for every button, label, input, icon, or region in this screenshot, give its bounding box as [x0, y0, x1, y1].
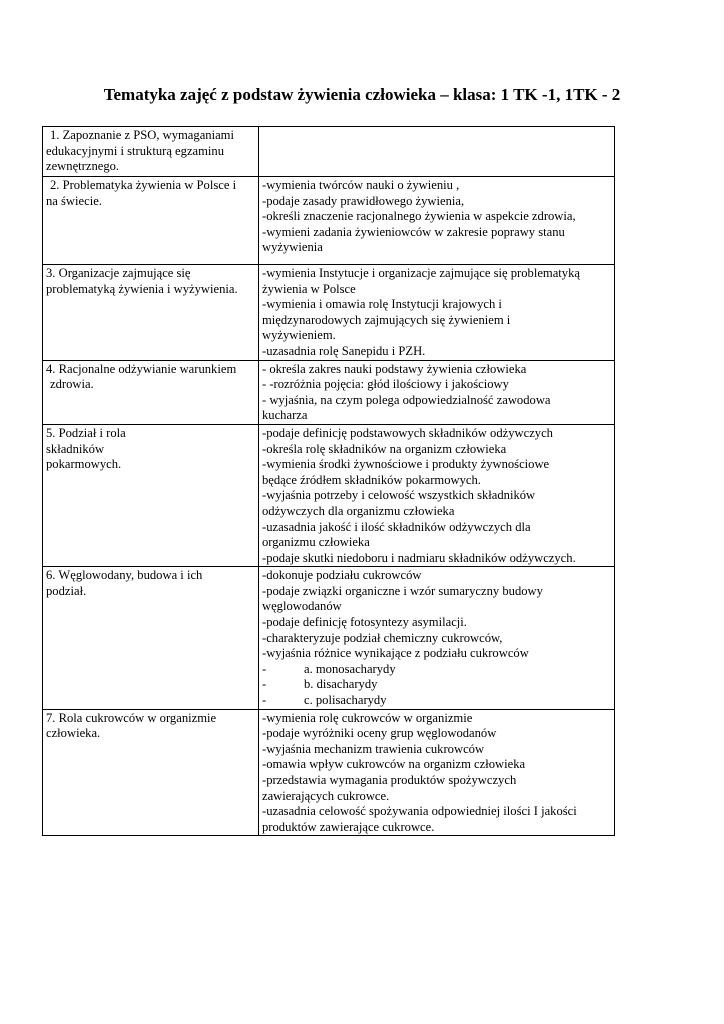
outcome-line: -wymienia i omawia rolę Instytucji krajowych i [262, 297, 502, 312]
outcome-line: produktów zawierające cukrowce. [262, 819, 435, 834]
topic-line: edukacyjnymi i strukturą egzaminu [46, 143, 225, 158]
topic-line: 1. Zapoznanie z PSO, wymaganiami [50, 128, 234, 142]
topic-cell [43, 360, 259, 424]
topic-line: podział. [46, 583, 87, 598]
outcome-line: -podaje definicję podstawowych składników odżywczych [262, 425, 553, 440]
outcome-subitem [262, 662, 611, 678]
outcomes-cell [259, 265, 615, 361]
table-row [43, 265, 615, 361]
topic-line: człowieka. [46, 726, 101, 741]
outcome-line: -omawia wpływ cukrowców na organizm człowieka [262, 757, 526, 772]
topic-line: 7. Rola cukrowców w organizmie [46, 710, 217, 725]
outcome-line: -wymienia rolę cukrowców w organizmie [262, 710, 473, 725]
outcomes-cell [259, 177, 615, 265]
table-row [43, 177, 615, 265]
outcomes-cell [259, 127, 615, 177]
table-row [43, 424, 615, 566]
outcome-line: żywienia w Polsce [262, 281, 356, 296]
outcome-line: -wymieni zadania żywieniowców w zakresie poprawy stanu [262, 224, 565, 239]
topics-table-body [43, 127, 615, 836]
table-row [43, 127, 615, 177]
topic-line: 5. Podział i rola [46, 425, 126, 440]
subitem-dash: - [262, 661, 267, 676]
outcome-line: -dokonuje podziału cukrowców [262, 568, 422, 583]
outcome-line: węglowodanów [262, 599, 342, 614]
outcome-line: -podaje definicję fotosyntezy asymilacji. [262, 615, 467, 630]
outcomes-cell [259, 709, 615, 836]
outcome-subitem [262, 677, 611, 693]
outcome-line: -charakteryzuje podział chemiczny cukrowców, [262, 630, 503, 645]
outcome-line: kucharza [262, 408, 308, 423]
outcome-line: - wyjaśnia, na czym polega odpowiedzialność zawodowa [262, 392, 551, 407]
outcome-line: -przedstawia wymagania produktów spożywczych [262, 773, 517, 787]
topic-line: problematyką żywienia i wyżywienia. [46, 281, 238, 296]
topic-cell [43, 567, 259, 709]
table-row [43, 709, 615, 836]
subitem-dash: - [262, 677, 267, 692]
topic-line: 6. Węglowodany, budowa i ich [46, 568, 203, 583]
outcome-line: odżywczych dla organizmu człowieka [262, 503, 455, 518]
outcome-line: -podaje związki organiczne i wzór sumaryczny budowy [262, 583, 543, 598]
table-row [43, 567, 615, 709]
outcomes-cell [259, 424, 615, 566]
document-title: Tematyka zajęć z podstaw żywienia człowieka – klasa: 1 TK -1, 1TK - 2 [103, 85, 621, 104]
outcome-line: -uzasadnia rolę Sanepidu i PZH. [262, 343, 426, 358]
outcome-line: - -rozróżnia pojęcia: głód ilościowy i jakościowy [262, 377, 509, 392]
outcome-line: -wyjaśnia mechanizm trawienia cukrowców [262, 741, 485, 756]
outcome-line: -określi znaczenie racjonalnego żywienia w aspekcie zdrowia, [262, 209, 576, 224]
topics-table [42, 126, 615, 836]
outcome-line: międzynarodowych zajmujących się żywieniem i [262, 312, 511, 327]
table-row [43, 360, 615, 424]
topic-line: pokarmowych. [46, 457, 122, 472]
topic-cell [43, 265, 259, 361]
outcomes-cell [259, 360, 615, 424]
topic-cell [43, 177, 259, 265]
topic-line: 2. Problematyka żywienia w Polsce i [50, 178, 237, 192]
topic-line: składników [46, 441, 105, 456]
subitem-dash: - [262, 693, 267, 708]
outcome-line: -wyjaśnia różnice wynikające z podziału cukrowców [262, 646, 529, 661]
outcome-line: -wymienia twórców nauki o żywieniu , [262, 178, 460, 192]
outcome-line: -wymienia Instytucje i organizacje zajmujące się problematyką [262, 266, 580, 280]
outcome-subitem [262, 693, 611, 709]
outcome-line: -określa rolę składników na organizm człowieka [262, 441, 507, 456]
outcome-line: -podaje wyróżniki oceny grup węglowodanów [262, 726, 497, 741]
outcome-line: zawierających cukrowce. [262, 788, 390, 803]
topic-line: 3. Organizacje zajmujące się [46, 266, 191, 280]
topic-cell [43, 424, 259, 566]
topic-line: zewnętrznego. [46, 159, 120, 174]
outcome-line: - określa zakres nauki podstawy żywienia człowieka [262, 361, 527, 376]
outcome-line: -wymienia środki żywnościowe i produkty żywnościowe [262, 457, 550, 472]
outcome-line: -podaje skutki niedoboru i nadmiaru składników odżywczych. [262, 550, 576, 565]
topic-cell [43, 127, 259, 177]
outcome-line: wyżywieniem. [262, 328, 336, 343]
outcome-line: -uzasadnia celowość spożywania odpowiedniej ilości I jakości [262, 804, 577, 819]
subitem-text: c. polisacharydy [304, 693, 387, 708]
outcome-line: -uzasadnia jakość i ilość składników odżywczych dla [262, 519, 531, 534]
outcome-line: wyżywienia [262, 240, 323, 255]
outcome-line: organizmu człowieka [262, 535, 370, 550]
outcome-line: -wyjaśnia potrzeby i celowość wszystkich składników [262, 488, 536, 503]
outcome-line: -podaje zasady prawidłowego żywienia, [262, 193, 465, 208]
subitem-text: b. disacharydy [304, 677, 378, 692]
topic-cell [43, 709, 259, 836]
subitem-text: a. monosacharydy [304, 661, 396, 676]
topic-line: na świecie. [46, 193, 102, 208]
topic-line: 4. Racjonalne odżywianie warunkiem [46, 361, 237, 376]
outcome-line: będące źródłem składników pokarmowych. [262, 472, 481, 487]
outcomes-cell [259, 567, 615, 709]
topic-line: zdrowia. [50, 377, 94, 392]
